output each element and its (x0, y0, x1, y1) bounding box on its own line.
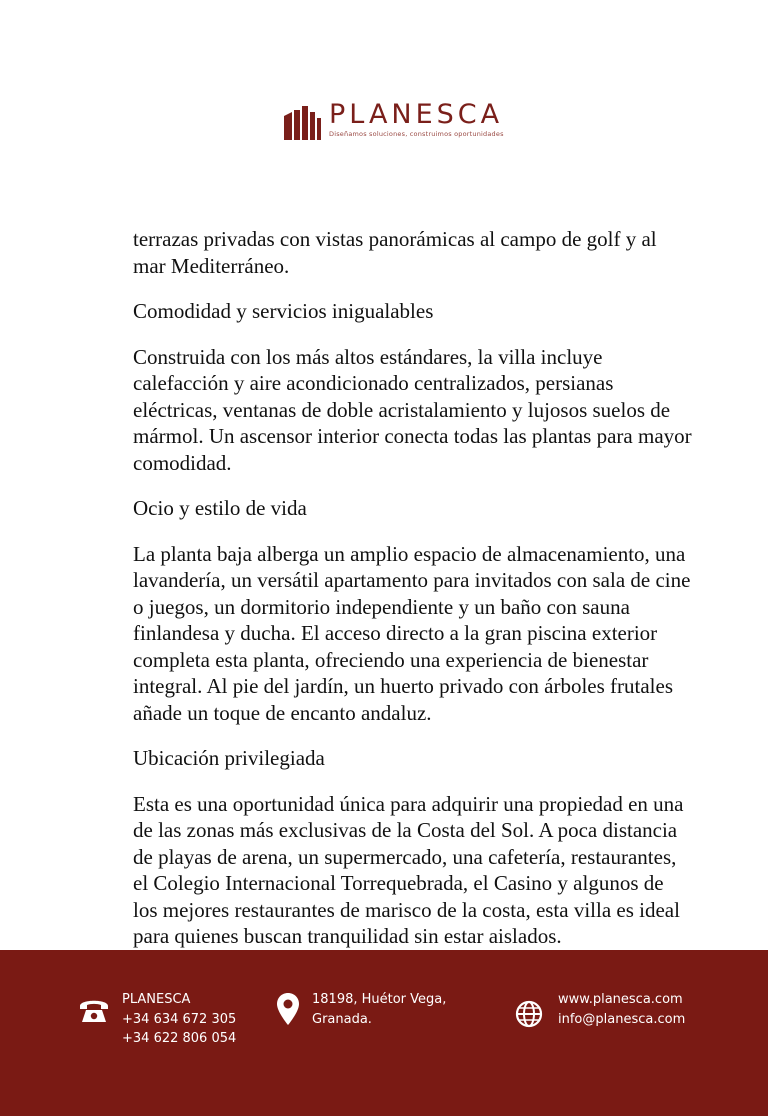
document-body (133, 226, 693, 969)
footer-email-link[interactable]: info@planesca.com (558, 1011, 686, 1027)
paragraph: La planta baja alberga un amplio espacio de almacenamiento, una lavandería, un versátil apartamento para invitados con sala de cine o juegos, un dormitorio independiente y un baño con sauna finlandesa y ducha. El acceso directo a la gran piscina exterior completa esta planta, ofreciendo una experiencia de bienestar integral. Al pie del jardín, un huerto privado con árboles frutales añade un toque de encanto andaluz. (133, 541, 691, 725)
footer (0, 950, 768, 1116)
footer-address-line1: 18198, Huétor Vega, (312, 992, 447, 1007)
paragraph: Esta es una oportunidad única para adquirir una propiedad en una de las zonas más exclusivas de la Costa del Sol. A poca distancia de playas de arena, un supermercado, una cafetería, restaurantes, el Colegio Internacional Torrequebrada, el Casino y algunos de los mejores restaurantes de marisco de la costa, esta villa es ideal para quienes buscan tranquilidad sin estar aislados. (133, 791, 684, 948)
footer-address (276, 990, 446, 1029)
footer-address-line2: Granada. (312, 1011, 372, 1027)
building-logo-icon (282, 102, 322, 142)
paragraph: terrazas privadas con vistas panorámicas al campo de golf y al mar Mediterráneo. (133, 227, 657, 278)
footer-website-link[interactable]: www.planesca.com (558, 992, 683, 1007)
logo-tagline: Diseñamos soluciones, construimos oportunidades (329, 130, 504, 138)
footer-web (515, 990, 685, 1029)
planesca-logo (282, 100, 504, 142)
footer-company: PLANESCA (122, 992, 191, 1007)
paragraph: Construida con los más altos estándares, la villa incluye calefacción y aire acondicionado centralizados, persianas eléctricas, ventanas de doble acristalamiento y lujosos suelos de mármol. Un ascensor interior conecta todas las plantas para mayor comodidad. (133, 344, 692, 475)
phone-icon (78, 996, 110, 1024)
logo-name: PLANESCA (329, 99, 504, 130)
section-heading: Ubicación privilegiada (133, 746, 325, 770)
location-pin-icon (276, 992, 300, 1026)
footer-phone-1[interactable]: +34 634 672 305 (122, 1011, 237, 1027)
section-heading: Ocio y estilo de vida (133, 496, 307, 520)
footer-phone-2[interactable]: +34 622 806 054 (122, 1031, 237, 1046)
globe-icon (515, 1000, 543, 1028)
footer-contact (78, 990, 236, 1049)
section-heading: Comodidad y servicios inigualables (133, 299, 434, 323)
